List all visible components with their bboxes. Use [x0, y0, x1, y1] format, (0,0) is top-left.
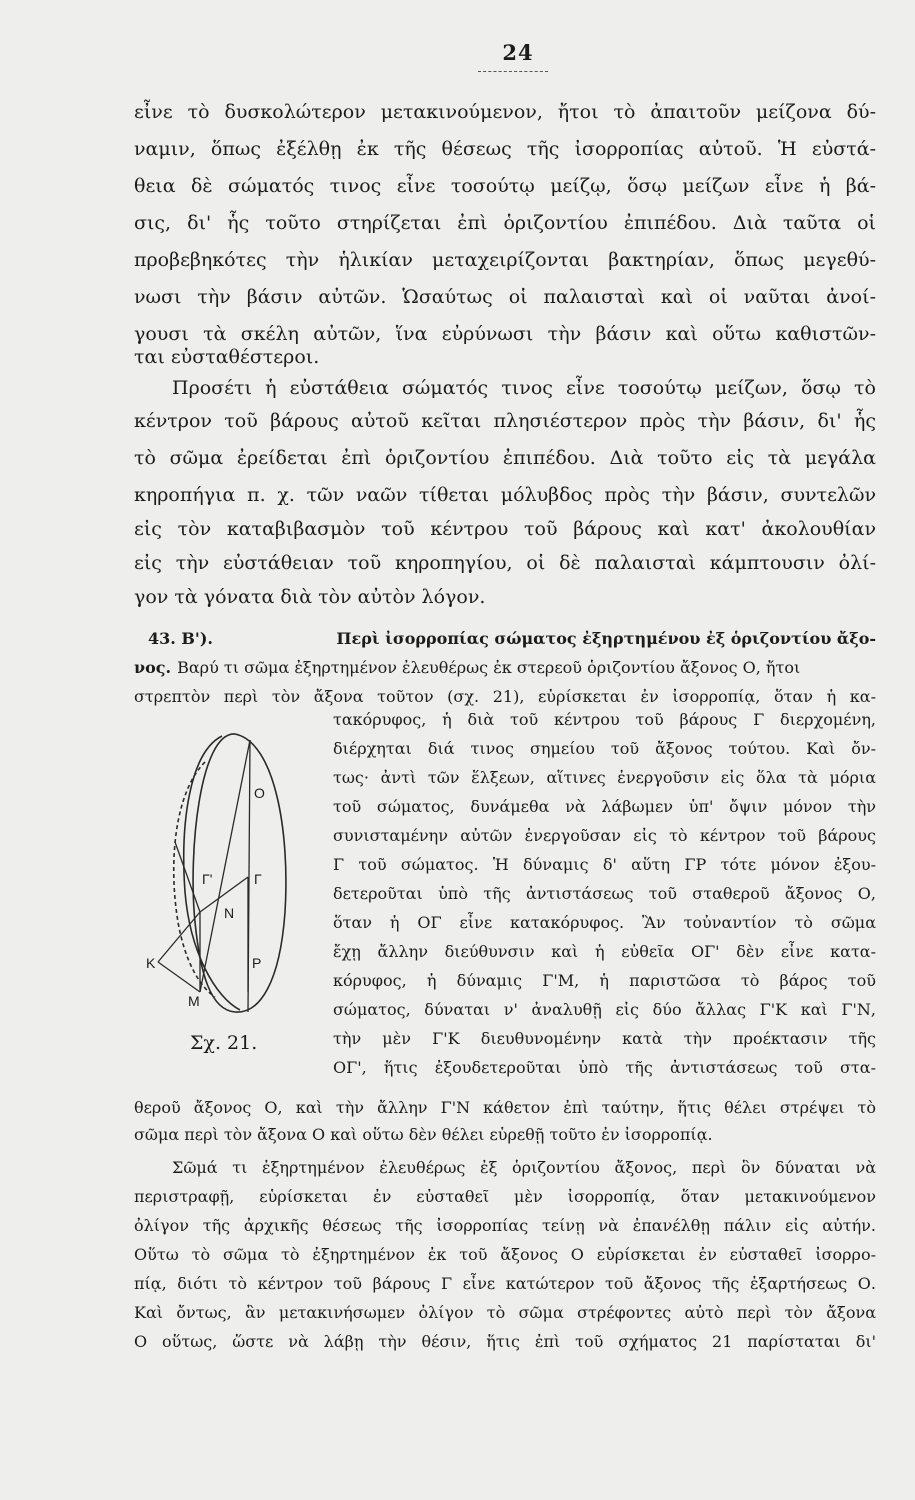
text-line: σώματος, δύναται ν' ἀναλυθῇ εἰς δύο ἄλλας Γ'Κ καὶ Γ'Ν, — [333, 1000, 876, 1019]
text-line: ἔχῃ ἄλλην διεύθυνσιν καὶ ἡ εὐθεῖα ΟΓ' δὲν εἶνε κατα- — [333, 942, 876, 961]
text-line: κηροπήγια π. χ. τῶν ναῶν τίθεται μόλυβδος πρὸς τὴν βάσιν, συντελῶν — [134, 484, 876, 506]
extension-line — [175, 842, 200, 912]
text-line: διέρχηται διά τινος σημείου τοῦ ἄξονος τούτου. Καὶ ὄν- — [333, 739, 876, 758]
section-line-rest: Βαρύ τι σῶμα ἐξηρτημένον ἐλευθέρως ἐκ στερεοῦ ὁριζοντίου ἄξονος Ο, ἤτοι — [177, 658, 801, 677]
text-line: τοῦ σώματος, δυνάμεθα νὰ λάβωμεν ὑπ' ὄψιν μόνον τὴν — [333, 797, 876, 816]
text-line: Προσέτι ἡ εὐστάθεια σώματός τινος εἶνε τοσούτῳ μείζων, ὅσῳ τὸ — [172, 377, 876, 399]
text-line: προβεβηκότες τὴν ἡλικίαν μεταχειρίζονται βακτηρίαν, ὅπως μεγεθύ- — [134, 249, 876, 271]
text-line: συνισταμένην αὐτῶν ἐνεργοῦσαν εἰς τὸ κέντρον τοῦ βάρους — [333, 826, 876, 845]
text-line: Σῶμά τι ἐξηρτημένον ἐλευθέρως ἐξ ὁριζοντίου ἄξονος, περὶ ὃν δύναται νὰ — [172, 1158, 876, 1177]
text-line: εἰς τὸν καταβιβασμὸν τοῦ κέντρου τοῦ βάρους καὶ κατ' ἀκολουθίαν — [134, 518, 876, 540]
text-line: στρεπτὸν περὶ τὸν ἄξονα τοῦτον (σχ. 21), εὑρίσκεται ἐν ἰσορροπίᾳ, ὅταν ἡ κα- — [134, 687, 876, 706]
section-number: 43. Β'). — [148, 629, 213, 648]
text-line: ται εὐσταθέστεροι. — [134, 346, 320, 368]
label-G: Γ — [254, 871, 262, 887]
label-P: P — [252, 955, 262, 971]
text-line: Γ τοῦ σώματος. Ἡ δύναμις δ' αὕτη ΓΡ τότε μόνον ἐξου- — [333, 855, 876, 874]
page-number-rule — [478, 71, 548, 72]
text-line: τὴν μὲν Γ'Κ διευθυνομένην κατὰ τὴν προέκτασιν τῆς — [333, 1029, 876, 1048]
text-line — [134, 656, 876, 680]
text-line: νωσι τὴν βάσιν αὐτῶν. Ὡσαύτως οἱ παλαισταὶ καὶ οἱ ναῦται ἀνοί- — [134, 286, 876, 308]
text-line: θεια δὲ σώματός τινος εἶνε τοσούτῳ μείζῳ, ὅσῳ μείζων εἶνε ἡ βά- — [134, 175, 876, 197]
text-line: τὸ σῶμα ἐρείδεται ἐπὶ ὁριζοντίου ἐπιπέδου. Διὰ τοῦτο εἰς τὰ μεγάλα — [134, 447, 876, 469]
label-K: K — [146, 955, 156, 971]
text-line: εἶνε τὸ δυσκολώτερον μετακινούμενον, ἤτοι τὸ ἀπαιτοῦν μείζονα δύ- — [134, 101, 876, 123]
text-line: περιστραφῇ, εὑρίσκεται ἐν εὐσταθεῖ μὲν ἰσορροπίᾳ, ὅταν μετακινούμενον — [134, 1187, 876, 1206]
label-G-prime: Γ' — [202, 871, 213, 887]
text-line: κέντρον τοῦ βάρους αὐτοῦ κεῖται πλησιέστερον πρὸς τὴν βάσιν, δι' ἧς — [134, 410, 876, 432]
line-KM — [158, 962, 200, 992]
text-line: ὀλίγον τῆς ἀρχικῆς θέσεως τῆς ἰσορροπίας τείνῃ νὰ ἐπανέλθῃ πάλιν εἰς αὐτήν. — [134, 1216, 876, 1235]
text-line: ΟΓ', ἥτις ἐξουδετεροῦται ὑπὸ τῆς ἀντιστάσεως τοῦ στα- — [333, 1058, 876, 1077]
text-line: ναμιν, ὅπως ἐξέλθῃ ἐκ τῆς θέσεως τῆς ἰσορροπίας αὐτοῦ. Ἡ εὐστά- — [134, 138, 876, 160]
label-N: N — [224, 905, 235, 921]
text-line: πίᾳ, διότι τὸ κέντρον τοῦ βάρους Γ εἶνε κατώτερον τοῦ ἄξονος τῆς ἐξαρτήσεως Ο. — [134, 1274, 876, 1293]
text-line: ὅταν ἡ ΟΓ εἶνε κατακόρυφος. Ἂν τοὐναντίον τὸ σῶμα — [333, 913, 876, 932]
text-line: κόρυφος, ἡ δύναμις Γ'Μ, ἡ παριστῶσα τὸ βάρος τοῦ — [333, 971, 876, 990]
text-line: εἰς τὴν εὐστάθειαν τοῦ κηροπηγίου, οἱ δὲ παλαισταὶ κάμπτουσιν ὀλί- — [134, 552, 876, 574]
text-line: Οὕτω τὸ σῶμα τὸ ἐξηρτημένον ἐκ τοῦ ἄξονος Ο εὑρίσκεται ἐν εὐσταθεῖ ἰσορρο- — [134, 1245, 876, 1264]
text-line: δετεροῦται ὑπὸ τῆς ἀντιστάσεως τοῦ σταθεροῦ ἄξονος Ο, — [333, 884, 876, 903]
text-line: Καὶ ὄντως, ἂν μετακινήσωμεν ὀλίγον τὸ σῶμα στρέφοντες αὐτὸ περὶ τὸν ἄξονα — [134, 1303, 876, 1322]
text-line: Ο οὕτως, ὥστε νὰ λάβῃ τὴν θέσιν, ἥτις ἐπὶ τοῦ σχήματος 21 παρίσταται δι' — [134, 1332, 876, 1351]
text-line: σις, δι' ἧς τοῦτο στηρίζεται ἐπὶ ὁριζοντίου ἐπιπέδου. Διὰ ταῦτα οἱ — [134, 212, 876, 234]
line-OG-prime — [200, 740, 250, 992]
text-line: σῶμα περὶ τὸν ἄξονα Ο καὶ οὕτω δὲν θέλει εὑρεθῇ τοῦτο ἐν ἰσορροπίᾳ. — [134, 1125, 713, 1144]
section-title: Περὶ ἰσορροπίας σώματος ἐξηρτημένου ἐξ ὁριζοντίου ἄξο- — [336, 629, 876, 648]
page-number: 24 — [502, 40, 534, 65]
figure-21 — [140, 722, 290, 1026]
text-line: τως· ἀντὶ τῶν ἕλξεων, αἵτινες ἐνεργοῦσιν εἰς ὅλα τὰ μόρια — [333, 768, 876, 787]
pendulum-body-diagram — [140, 722, 290, 1022]
text-line: τακόρυφος, ἡ διὰ τοῦ κέντρου τοῦ βάρους Γ διερχομένη, — [333, 710, 876, 729]
label-M: M — [188, 993, 200, 1009]
section-heading — [148, 627, 876, 651]
section-title-end: νος. — [134, 658, 172, 677]
label-O: O — [254, 785, 265, 801]
text-line: γουσι τὰ σκέλη αὐτῶν, ἵνα εὐρύνωσι τὴν βάσιν καὶ οὕτω καθιστῶν- — [134, 323, 876, 345]
text-line: θεροῦ ἄξονος Ο, καὶ τὴν ἄλλην Γ'Ν κάθετον ἐπὶ ταύτην, ἥτις θέλει στρέψει τὸ — [134, 1098, 876, 1117]
figure-caption: Σχ. 21. — [190, 1032, 258, 1054]
text-line: γον τὰ γόνατα διὰ τὸν αὐτὸν λόγον. — [134, 586, 486, 608]
